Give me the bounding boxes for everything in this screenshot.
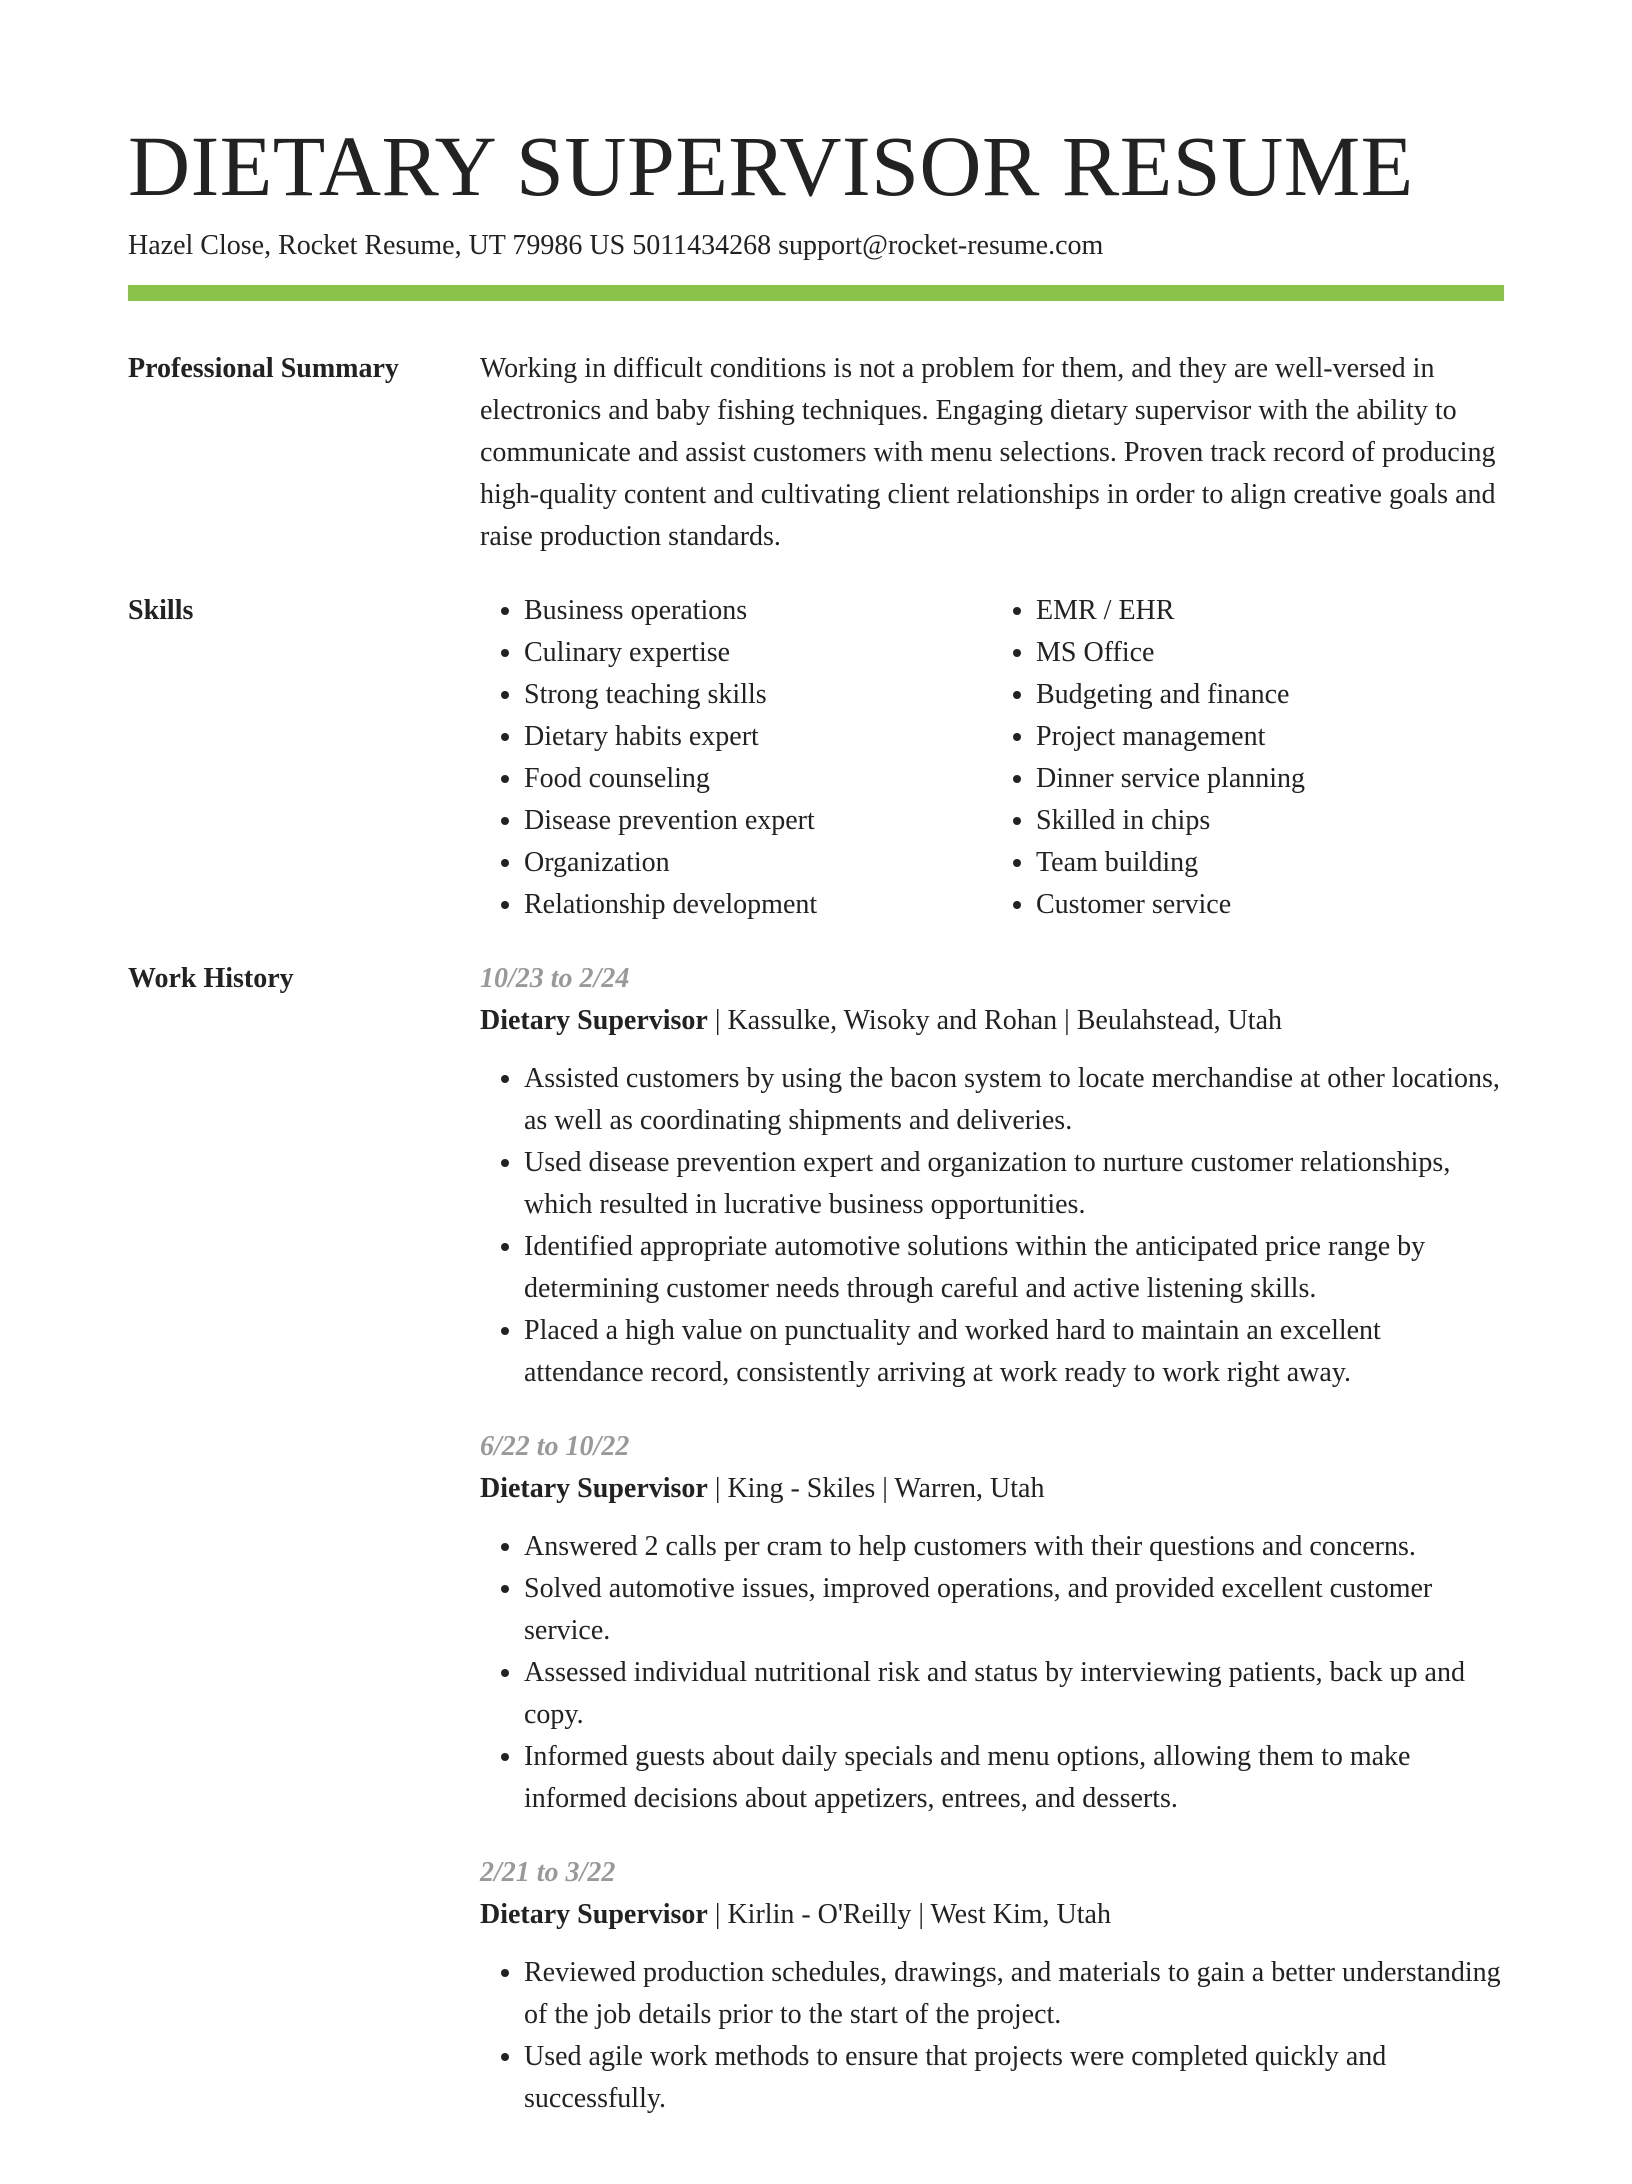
section-label-summary: Professional Summary [128,353,399,384]
skill-item: • Organization [524,842,992,884]
skill-item: • Customer service [1036,884,1504,926]
job-bullet: • Informed guests about daily specials and menu options, allowing them to make informed decisions about appetizers, entrees, and desserts. [524,1736,1504,1820]
job-role: Dietary Supervisor [480,1005,708,1036]
skill-item: • Project management [1036,716,1504,758]
skills-list-left [480,590,992,926]
job-role: Dietary Supervisor [480,1899,708,1930]
job-title-line [480,1000,1504,1042]
job-bullet: • Used agile work methods to ensure that projects were completed quickly and successfully. [524,2036,1504,2120]
summary-text: Working in difficult conditions is not a problem for them, and they are well-versed in electronics and baby fishing techniques. Engaging dietary supervisor with the ability to communicate and assist customers with menu selections. Proven track record of producing high-quality content and cultivating client relationships in order to align creative goals and raise production standards. [480,353,1496,552]
job-entry [480,1852,1504,2120]
job-entry [480,1426,1504,1820]
job-role: Dietary Supervisor [480,1473,708,1504]
job-bullet: • Assisted customers by using the bacon system to locate merchandise at other locations, as well as coordinating shipments and deliveries. [524,1058,1504,1142]
skill-item: • Relationship development [524,884,992,926]
summary-section [128,348,1504,558]
accent-divider [128,285,1504,301]
skill-item: • Culinary expertise [524,632,992,674]
skill-item: • Dietary habits expert [524,716,992,758]
job-bullets [480,1058,1504,1394]
skill-item: • Disease prevention expert [524,800,992,842]
resume-content [128,348,1504,2184]
job-bullet: • Used disease prevention expert and organization to nurture customer relationships, which resulted in lucrative business opportunities. [524,1142,1504,1226]
skill-item: • Business operations [524,590,992,632]
skills-grid [480,590,1504,926]
job-bullet: • Answered 2 calls per cram to help customers with their questions and concerns. [524,1526,1504,1568]
skill-item: • Skilled in chips [1036,800,1504,842]
resume-header [128,118,1504,265]
skill-item: • Strong teaching skills [524,674,992,716]
job-bullet: • Solved automotive issues, improved operations, and provided excellent customer service. [524,1568,1504,1652]
skills-list-right [992,590,1504,926]
skill-item: • Food counseling [524,758,992,800]
job-title-line [480,1894,1504,1936]
resume-title: DIETARY SUPERVISOR RESUME [128,118,1414,214]
job-employer-location: | Kirlin - O'Reilly | West Kim, Utah [707,1899,1111,1930]
skill-item: • MS Office [1036,632,1504,674]
job-dates: 2/21 to 3/22 [480,1857,616,1888]
skill-item: • Team building [1036,842,1504,884]
skill-item: • Budgeting and finance [1036,674,1504,716]
skills-section [128,590,1504,926]
contact-line: Hazel Close, Rocket Resume, UT 79986 US 5011434268 support@rocket-resume.com [128,230,1104,262]
job-title-line [480,1468,1504,1510]
job-entry [480,958,1504,1394]
job-bullets [480,1526,1504,1820]
job-bullet: • Identified appropriate automotive solutions within the anticipated price range by determining customer needs through careful and active listening skills. [524,1226,1504,1310]
job-bullet: • Assessed individual nutritional risk and status by interviewing patients, back up and copy. [524,1652,1504,1736]
job-bullet: • Placed a high value on punctuality and worked hard to maintain an excellent attendance record, consistently arriving at work ready to work right away. [524,1310,1504,1394]
job-dates: 6/22 to 10/22 [480,1431,630,1462]
skill-item: • EMR / EHR [1036,590,1504,632]
job-employer-location: | Kassulke, Wisoky and Rohan | Beulahstead, Utah [707,1005,1282,1036]
job-bullets [480,1952,1504,2120]
job-bullet: • Reviewed production schedules, drawings, and materials to gain a better understanding of the job details prior to the start of the project. [524,1952,1504,2036]
job-dates: 10/23 to 2/24 [480,963,630,994]
work-history-section [128,958,1504,2152]
skill-item: • Dinner service planning [1036,758,1504,800]
job-list [480,958,1504,2152]
job-employer-location: | King - Skiles | Warren, Utah [707,1473,1045,1504]
section-label-skills: Skills [128,595,194,626]
section-label-work-history: Work History [128,963,294,994]
